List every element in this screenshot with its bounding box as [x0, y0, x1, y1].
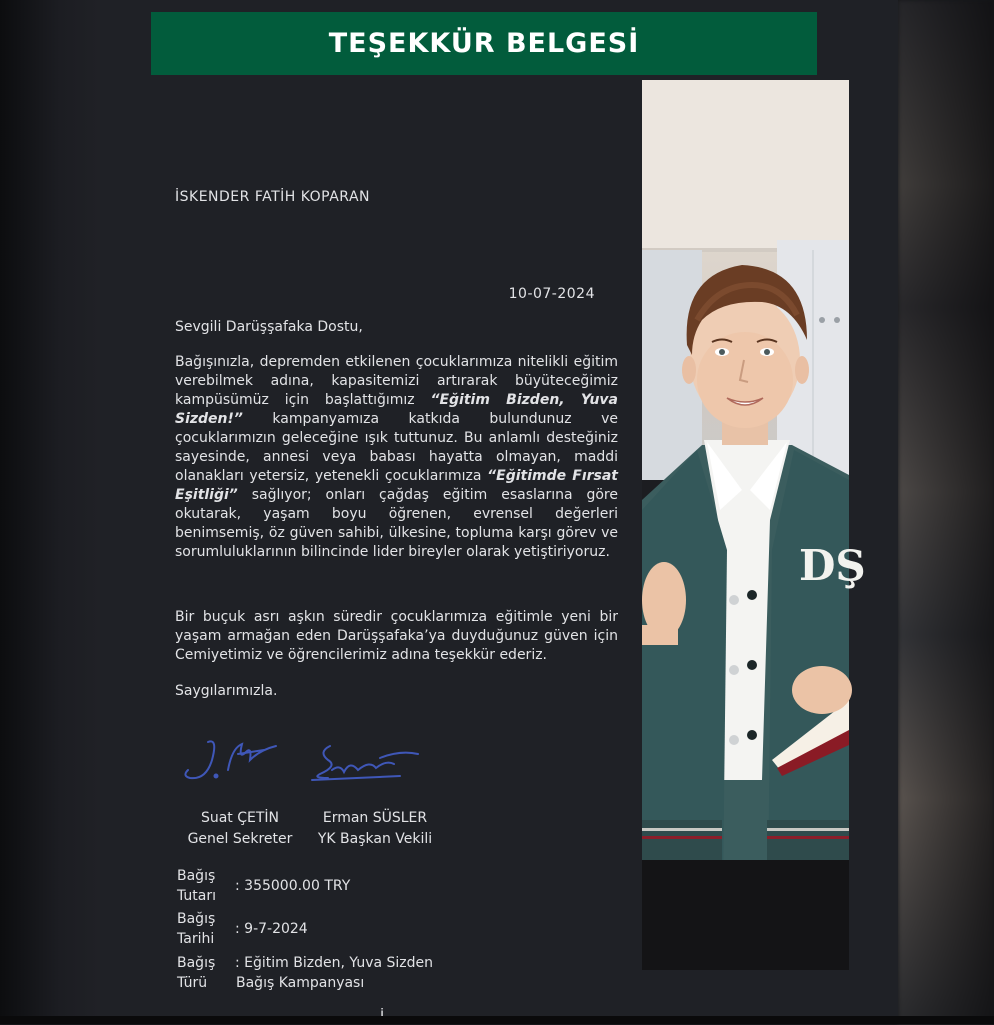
closing-line: Saygılarımızla. — [175, 683, 278, 699]
title-banner — [151, 12, 817, 75]
paragraph-thanks: Bağışınızla, depremden etkilenen çocuklarımıza nitelikli eğitim verebilmek adına, kapasitemizi artırarak büyüteceğimiz kampüsümüz için başlattığımız “Eğitim Bizden, Yuva Sizden!” kampanyamıza katkıda bulundunuz ve çocuklarımızın geleceğine ışık tuttunuz. Bu anlamlı desteğiniz sayesinde, annesi veya babası hayatta olmayan, maddi olanakları yetersiz, yetenekli çocuklarımıza “Eğitimde Fırsat Eşitliği” sağlıyor; onları çağdaş eğitim esaslarına göre okutarak, yaşam boyu öğrenen, evrensel değerleri benimsemiş, öz güven sahibi, ülkesine, topluma karşı görev ve sorumluluklarının bilincinde lider bireyler olarak yetiştiriyoruz. — [175, 354, 618, 560]
type-value: : Eğitim Bizden, Yuva Sizden Bağış Kampanyası — [235, 955, 434, 991]
signature-suat-cetin — [185, 741, 276, 778]
recipient-name: İSKENDER FATİH KOPARAN — [175, 189, 371, 205]
letter-date: 10-07-2024 — [508, 286, 595, 302]
signatory-1 — [180, 808, 300, 850]
bottom-bar — [0, 1016, 994, 1024]
signatory-2-name: Erman SÜSLER — [322, 810, 428, 826]
student-photo — [642, 80, 866, 970]
amount-label: Bağış Tutarı — [177, 868, 217, 904]
equality-phrase: “Eğitimde Fırsat Eşitliği” — [175, 468, 618, 503]
certificate-document — [100, 0, 898, 1018]
campaign-name: “Eğitim Bizden, Yuva Sizden!” — [175, 392, 618, 427]
type-label: Bağış Türü — [177, 955, 216, 991]
donation-date-value: : 9-7-2024 — [235, 921, 308, 937]
signatory-1-role: Genel Sekreter — [187, 831, 293, 847]
amount-value: : 355000.00 TRY — [235, 878, 351, 894]
background-right — [898, 0, 994, 1024]
student-illustration — [642, 80, 866, 970]
greeting: Sevgili Darüşşafaka Dostu, — [175, 319, 363, 335]
paragraph-gratitude: Bir buçuk asrı aşkın süredir çocuklarımıza eğitimle yeni bir yaşam armağan eden Darüşşafaka’ya duyduğunuz güven için Cemiyetimiz ve öğrencilerimiz adına teşekkür ederiz. — [175, 609, 618, 663]
signatures — [180, 730, 440, 790]
signatory-2 — [305, 808, 445, 850]
date-label: Bağış Tarihi — [177, 911, 216, 947]
signatory-2-role: YK Başkan Vekili — [317, 831, 433, 847]
svg-text:DŞ: DŞ — [799, 541, 866, 590]
background-left — [0, 0, 100, 1024]
signature-erman-susler — [312, 746, 418, 780]
signatory-1-name: Suat ÇETİN — [200, 810, 280, 826]
certificate-title: TEŞEKKÜR BELGESİ — [328, 28, 640, 59]
